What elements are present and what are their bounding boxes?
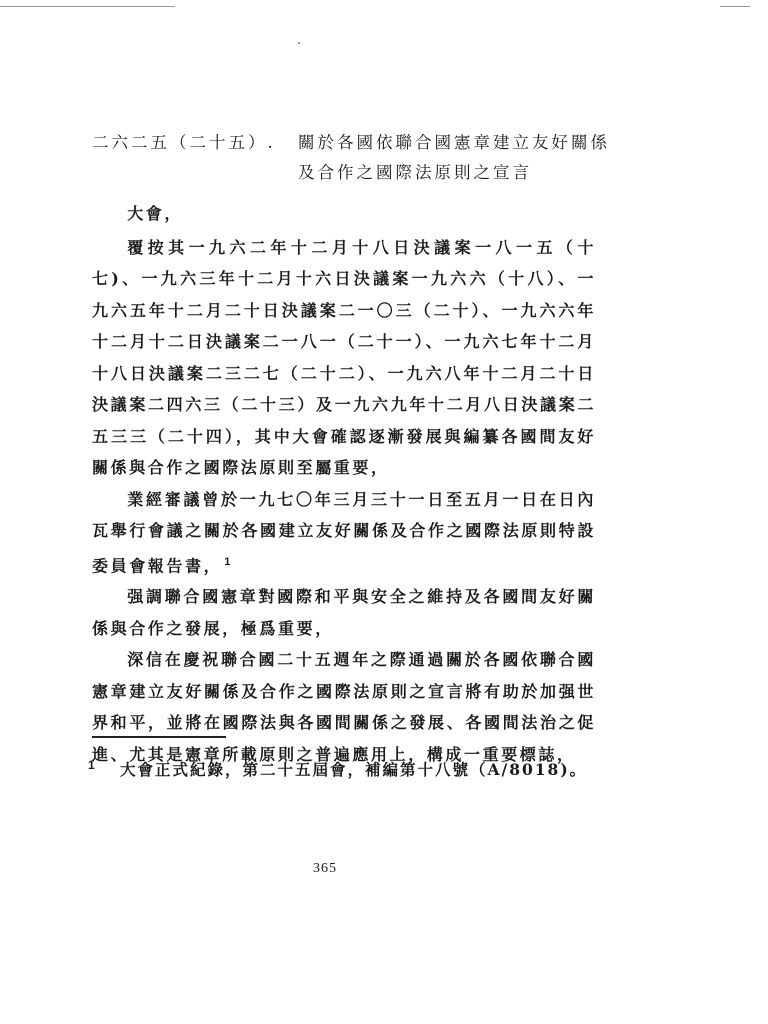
scan-artifact-line <box>0 6 175 7</box>
page-number: 365 <box>313 861 337 876</box>
footnote-marker: 1 <box>88 758 97 772</box>
resolution-title-line-2: 及合作之國際法原則之宣言 <box>298 163 532 182</box>
scan-artifact-line <box>720 6 750 7</box>
resolution-number: 二六二五（二十五）. <box>92 133 276 152</box>
paragraph-convinced: 深信在慶祝聯合國二十五週年之際通過關於各國依聯合國憲章建立友好關係及合作之國際法原則之宣言將有助於加强世界和平，並將在國際法與各國間關係之發展、各國間法治之促進、尤其是憲章所載原則之普遍應用上，構成一重要標誌， <box>92 650 596 764</box>
paragraph-emphasizing: 强調聯合國憲章對國際和平與安全之維持及各國間友好關係與合作之發展，極爲重要， <box>92 587 596 638</box>
paragraph-recalling: 覆按其一九六二年十二月十八日決議案一八一五（十七)、一九六三年十二月十六日決議案一九六六（十八）、一九六五年十二月二十日決議案二一〇三（二十）、一九六六年十二月十二日決議案二一八一（二十一）、一九六七年十二月十八日決議案二三二七（二十二）、一九六八年十二月二十日決議案二四六三（二十三）及一九六九年十二月八日決議案二五三三（二十四），其中大會確認逐漸發展與編纂各國間友好關係與合作之國際法原則至屬重要， <box>92 237 596 477</box>
footnote-divider <box>92 736 226 738</box>
resolution-title-line-1: 關於各國依聯合國憲章建立友好關係 <box>298 133 610 152</box>
scan-artifact-dot <box>298 42 300 44</box>
paragraph-considered <box>92 484 596 582</box>
footnote <box>88 758 587 780</box>
footnote-text: 大會正式紀錄，第二十五屆會，補編第十八號（A/8018)。 <box>120 760 588 779</box>
assembly-heading: 大會， <box>127 204 183 223</box>
resolution-body <box>92 198 596 770</box>
footnote-reference[interactable]: 1 <box>224 555 233 568</box>
paragraph-considered-text: 業經審議曾於一九七〇年三月三十一日至五月一日在日內瓦舉行會議之關於各國建立友好關係及合作之國際法原則特設委員會報告書， <box>92 489 596 575</box>
